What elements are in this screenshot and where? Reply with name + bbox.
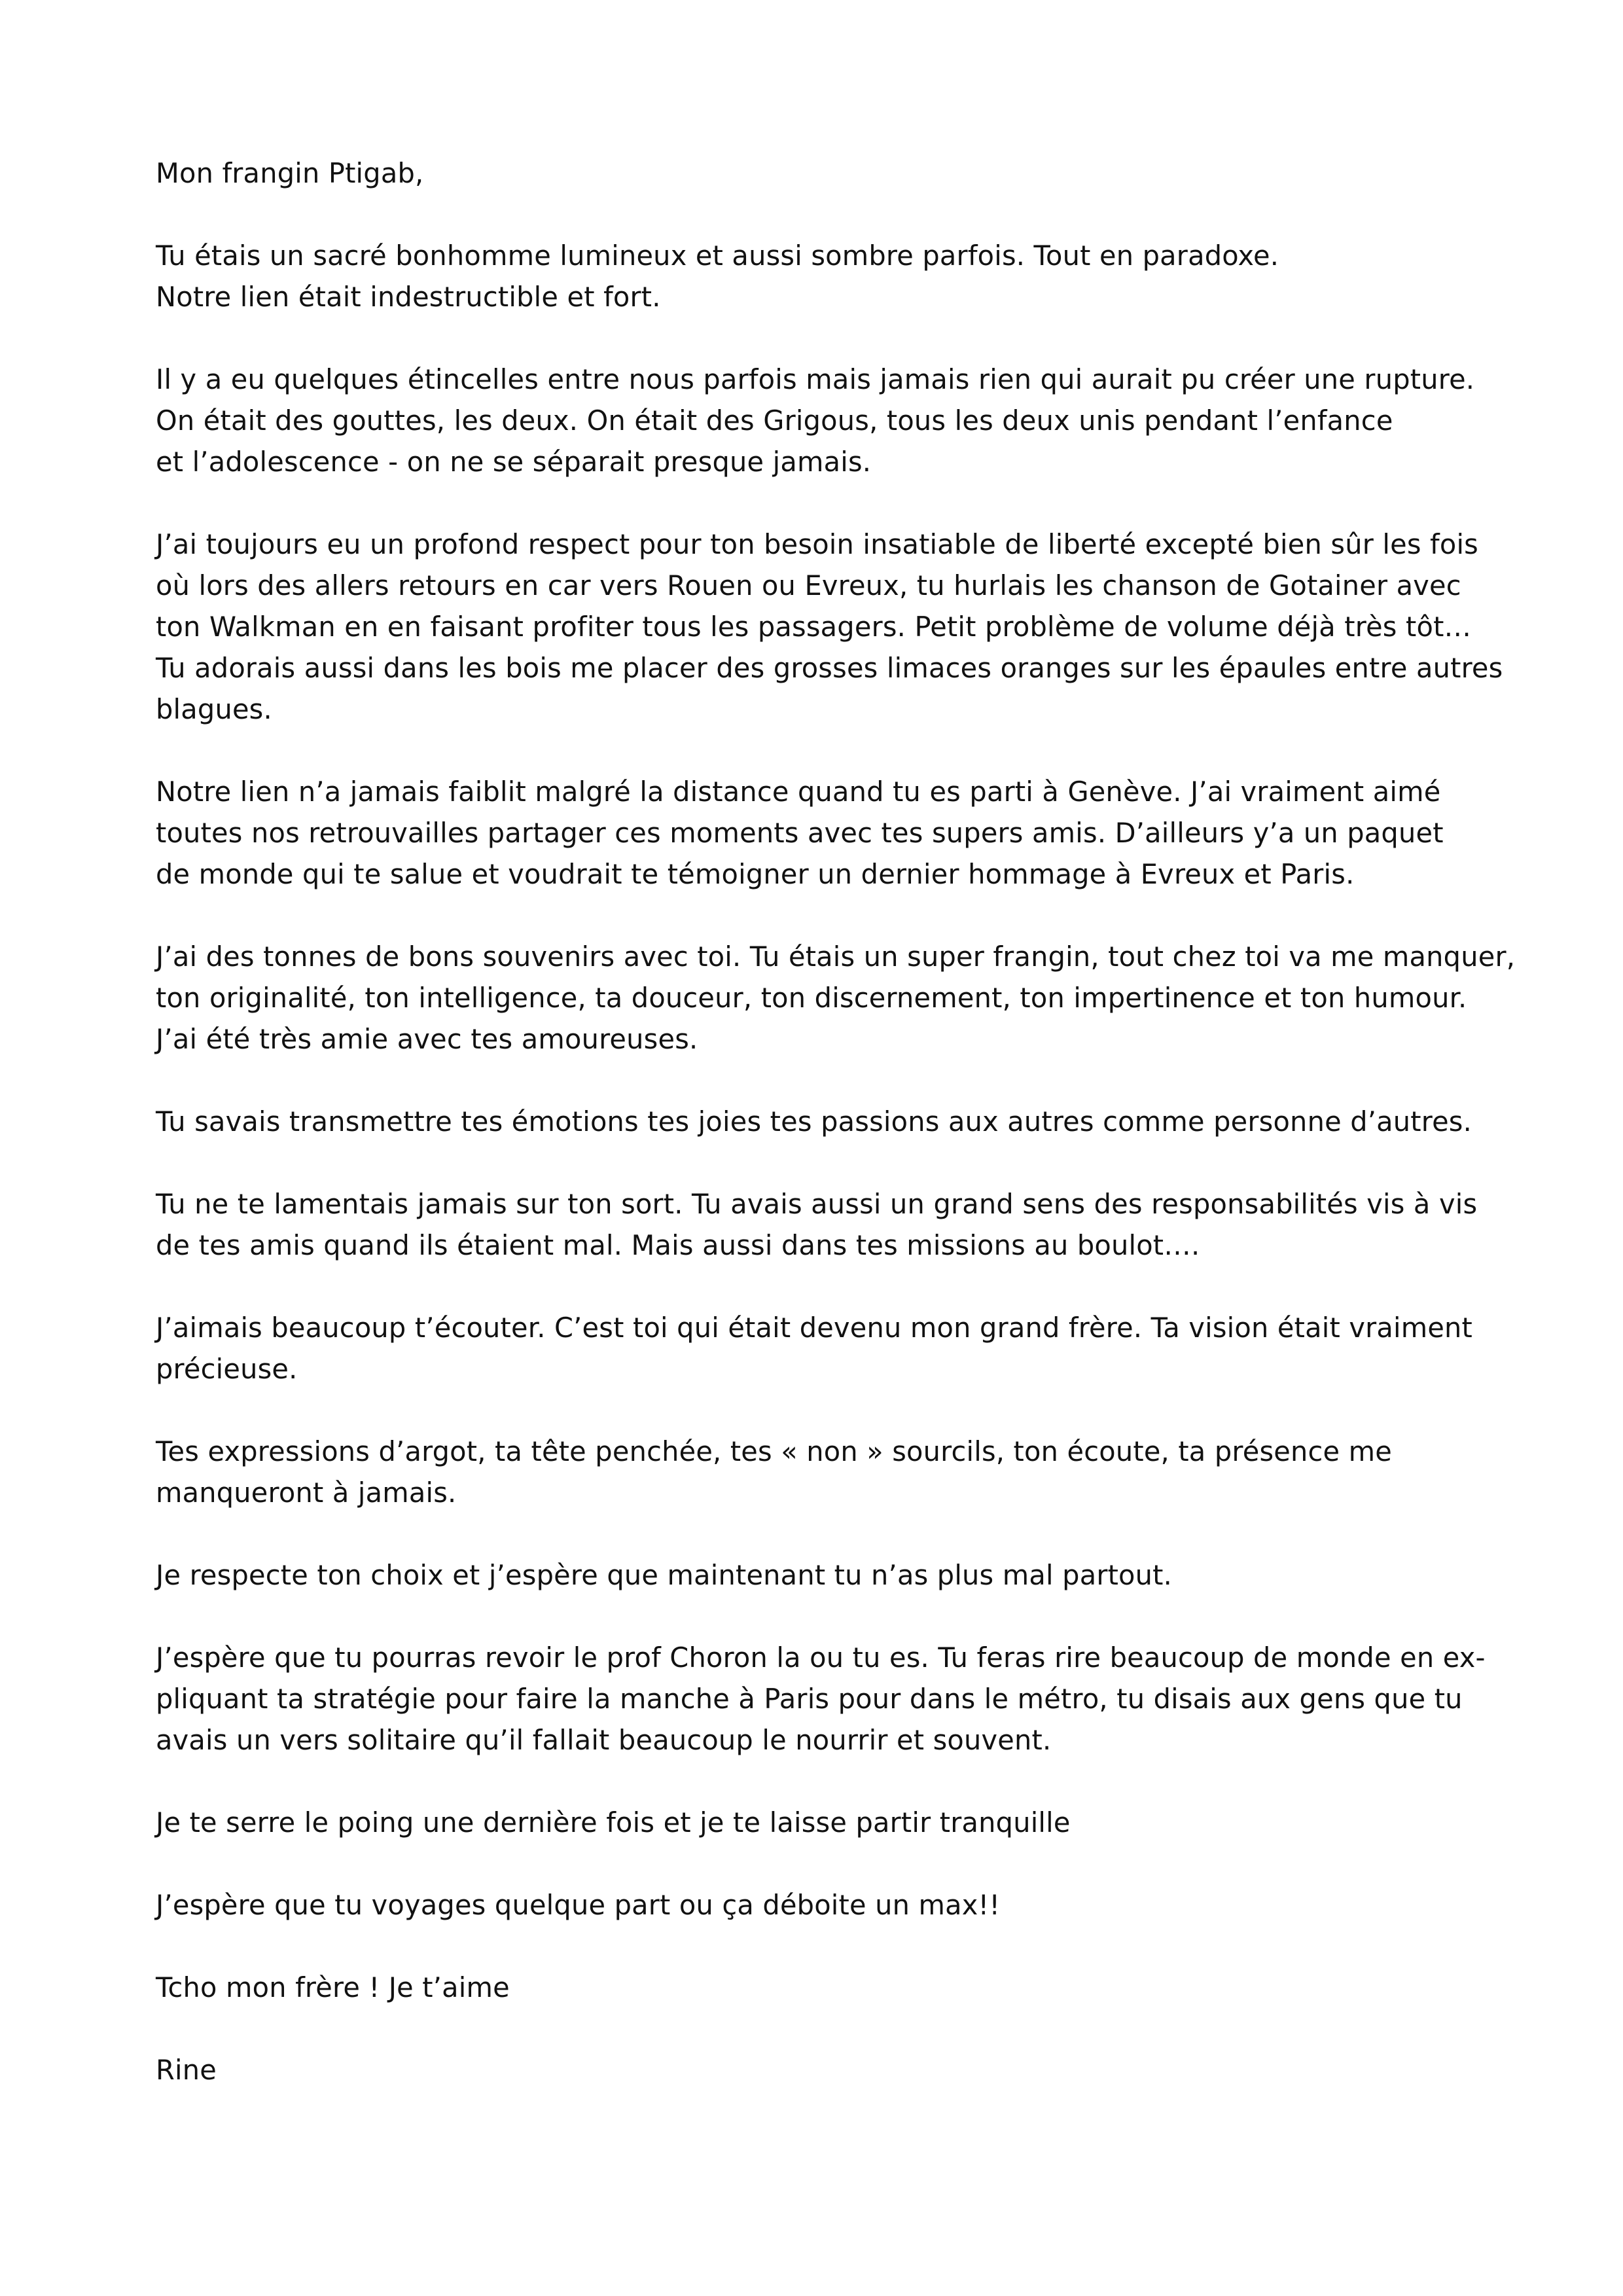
text-line: Notre lien n’a jamais faiblit malgré la distance quand tu es parti à Genève. J’ai vraiment aimé (156, 776, 1441, 808)
letter-paragraph (156, 936, 1530, 1060)
text-line: ton originalité, ton intelligence, ta douceur, ton discernement, ton impertinence et ton humour. (156, 982, 1467, 1014)
text-line: et l’adolescence - on ne se séparait presque jamais. (156, 446, 872, 478)
closing (156, 1967, 1530, 2008)
text-line: Mon frangin Ptigab, (156, 157, 424, 189)
text-line: blagues. (156, 693, 272, 725)
letter-paragraph (156, 1554, 1530, 1596)
text-line: Tu savais transmettre tes émotions tes joies tes passions aux autres comme personne d’autres. (156, 1105, 1472, 1138)
text-line: On était des gouttes, les deux. On était des Grigous, tous les deux unis pendant l’enfance (156, 404, 1393, 437)
text-line: Tcho mon frère ! Je t’aime (156, 1971, 510, 2003)
text-line: avais un vers solitaire qu’il fallait beaucoup le nourrir et souvent. (156, 1724, 1052, 1756)
letter-paragraph (156, 771, 1530, 895)
text-line: Tu étais un sacré bonhomme lumineux et aussi sombre parfois. Tout en paradoxe. (156, 240, 1279, 272)
text-line: J’espère que tu voyages quelque part ou ça déboite un max!! (156, 1889, 1001, 1921)
letter-body (156, 152, 1530, 2132)
text-line: J’espère que tu pourras revoir le prof Choron la ou tu es. Tu feras rire beaucoup de monde en ex- (156, 1641, 1486, 1674)
text-line: où lors des allers retours en car vers Rouen ou Evreux, tu hurlais les chanson de Gotainer avec (156, 569, 1461, 601)
text-line: Je respecte ton choix et j’espère que maintenant tu n’as plus mal partout. (156, 1559, 1173, 1591)
signature (156, 2049, 1530, 2090)
letter-paragraph (156, 1183, 1530, 1266)
text-line: de monde qui te salue et voudrait te témoigner un dernier hommage à Evreux et Paris. (156, 858, 1355, 890)
letter-paragraph (156, 235, 1530, 317)
text-line: pliquant ta stratégie pour faire la manche à Paris pour dans le métro, tu disais aux gens que tu (156, 1683, 1463, 1715)
text-line: toutes nos retrouvailles partager ces moments avec tes supers amis. D’ailleurs y’a un paquet (156, 817, 1444, 849)
text-line: Tu ne te lamentais jamais sur ton sort. Tu avais aussi un grand sens des responsabilités vis à vis (156, 1188, 1478, 1220)
text-line: Je te serre le poing une dernière fois et je te laisse partir tranquille (156, 1806, 1071, 1839)
text-line: J’ai toujours eu un profond respect pour ton besoin insatiable de liberté excepté bien sûr les fois (156, 528, 1478, 560)
text-line: ton Walkman en en faisant profiter tous les passagers. Petit problème de volume déjà très tôt… (156, 611, 1472, 643)
letter-paragraph (156, 1884, 1530, 1926)
text-line: Tu adorais aussi dans les bois me placer des grosses limaces oranges sur les épaules entre autres (156, 652, 1503, 684)
text-line: J’ai été très amie avec tes amoureuses. (156, 1023, 698, 1055)
text-line: manqueront à jamais. (156, 1477, 457, 1509)
letter-paragraph (156, 1431, 1530, 1513)
letter-paragraph (156, 359, 1530, 482)
text-line: Notre lien était indestructible et fort. (156, 281, 661, 313)
letter-paragraph (156, 1802, 1530, 1843)
letter-paragraph (156, 1307, 1530, 1390)
letter-paragraph (156, 524, 1530, 730)
text-line: J’aimais beaucoup t’écouter. C’est toi qui était devenu mon grand frère. Ta vision était vraiment (156, 1312, 1473, 1344)
text-line: Il y a eu quelques étincelles entre nous parfois mais jamais rien qui aurait pu créer une rupture. (156, 363, 1475, 395)
text-line: Rine (156, 2054, 217, 2086)
text-line: précieuse. (156, 1353, 298, 1385)
text-line: Tes expressions d’argot, ta tête penchée, tes « non » sourcils, ton écoute, ta présence me (156, 1435, 1393, 1467)
text-line: J’ai des tonnes de bons souvenirs avec toi. Tu étais un super frangin, tout chez toi va me manquer, (156, 941, 1516, 973)
letter-paragraph (156, 1101, 1530, 1142)
letter-paragraph (156, 1637, 1530, 1761)
text-line: de tes amis quand ils étaient mal. Mais aussi dans tes missions au boulot…. (156, 1229, 1200, 1261)
greeting (156, 152, 1530, 194)
